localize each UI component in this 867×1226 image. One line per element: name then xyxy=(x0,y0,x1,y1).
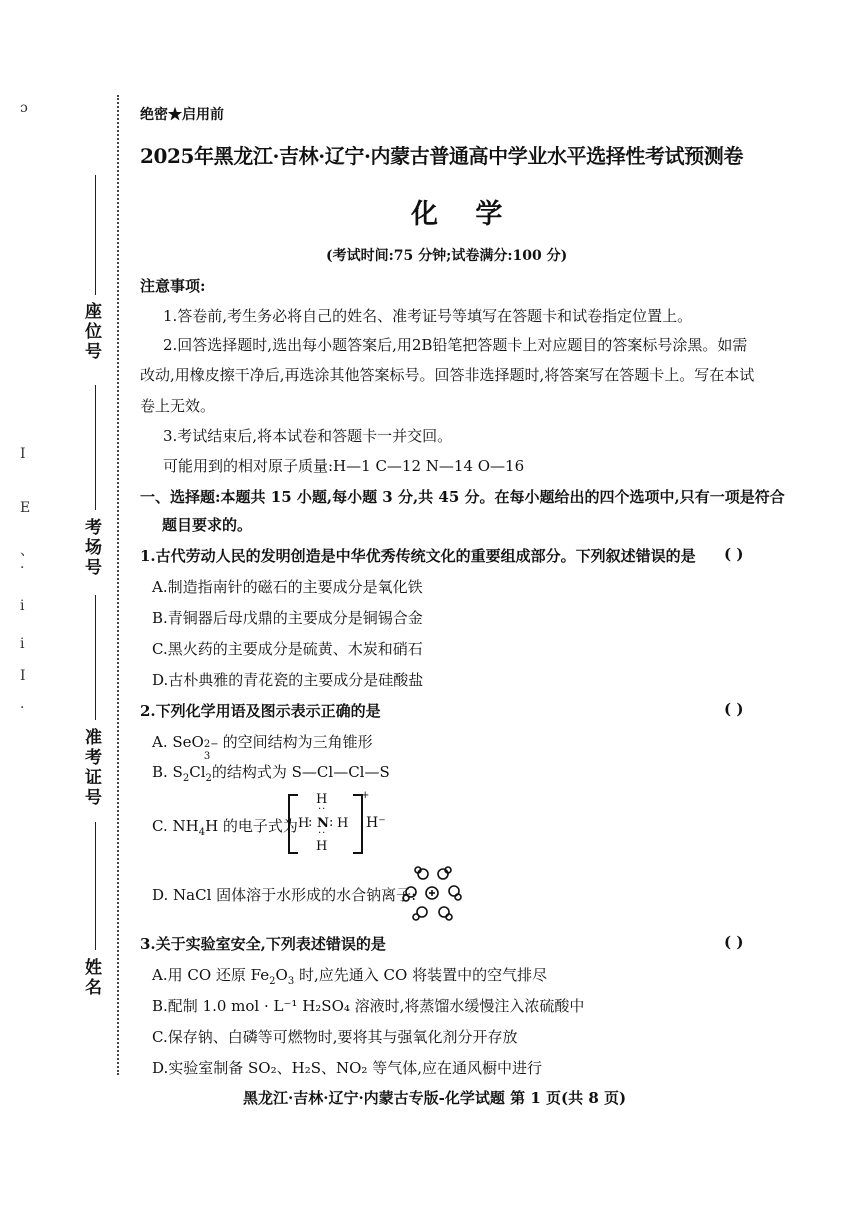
option-a-superscript: 2− xyxy=(203,739,219,750)
margin-fragment: E xyxy=(20,500,31,516)
option-b: B.青铜器后母戊鼎的主要成分是铜锡合金 xyxy=(152,609,423,627)
electron-pair-top: ·· xyxy=(318,804,327,815)
question-1-stem: 1.古代劳动人民的发明创造是中华优秀传统文化的重要组成部分。下列叙述错误的是 xyxy=(140,547,696,565)
section-heading: 一、选择题:本题共 15 小题,每小题 3 分,共 45 分。在每小题给出的四个选项中,只有一项是符合 xyxy=(140,488,785,506)
electron-formula-h-bottom: H xyxy=(316,839,328,854)
right-bracket xyxy=(353,794,363,854)
margin-fragment: I xyxy=(20,668,26,684)
option-a-text: 时,应先通入 CO 将装置中的空气排尽 xyxy=(294,966,548,984)
electron-formula-h-left: H xyxy=(298,816,310,831)
seat-field-label: 座位号 xyxy=(81,302,101,362)
option-b-text: 的结构式为 S—Cl—Cl—S xyxy=(211,763,390,781)
option-d: D.古朴典雅的青花瓷的主要成分是硅酸盐 xyxy=(152,671,424,689)
option-a-text: O xyxy=(275,966,288,984)
option-c xyxy=(152,815,298,838)
option-d: D.实验室制备 SO₂、H₂S、NO₂ 等气体,应在通风橱中进行 xyxy=(152,1059,542,1077)
secret-mark: 绝密★启用前 xyxy=(140,107,224,123)
margin-fragment: · xyxy=(20,700,25,716)
notice-heading: 注意事项: xyxy=(140,277,206,295)
option-b-text: B. S xyxy=(152,763,183,781)
margin-fragment: I xyxy=(20,446,26,462)
hydride-anion: H⁻ xyxy=(366,815,386,831)
option-a-subscript: 3 xyxy=(203,751,211,762)
question-2-stem: 2.下列化学用语及图示表示正确的是 xyxy=(140,702,381,720)
option-a xyxy=(152,731,373,762)
margin-fragment: i xyxy=(20,636,25,652)
electron-formula-h-top: H xyxy=(316,792,328,807)
ticket-field-label: 准考证号 xyxy=(81,728,101,808)
notice-item: 改动,用橡皮擦干净后,再选涂其他答案标号。回答非选择题时,将答案写在答题卡上。写在本试 xyxy=(140,366,755,384)
hydrated-sodium-ion-diagram xyxy=(402,864,462,922)
name-field-label: 姓名 xyxy=(81,958,101,998)
answer-paren: ( ) xyxy=(724,700,744,718)
binding-dotted-line xyxy=(117,95,119,1075)
margin-fragment: 、 xyxy=(20,543,34,559)
ticket-underline xyxy=(95,595,96,720)
option-b-subscript: 2 xyxy=(205,773,212,784)
page-footer: 黑龙江·吉林·辽宁·内蒙古专版-化学试题 第 1 页(共 8 页) xyxy=(243,1089,627,1107)
option-a-text: 的空间结构为三角锥形 xyxy=(217,733,373,751)
option-a-text: A. SeO xyxy=(152,733,204,751)
option-a xyxy=(152,964,547,987)
electron-pair-bottom: ·· xyxy=(318,828,327,839)
option-a-subscript: 3 xyxy=(287,976,295,987)
exam-time-info: (考试时间:75 分钟;试卷满分:100 分) xyxy=(326,248,568,264)
notice-item: 卷上无效。 xyxy=(140,397,216,415)
margin-fragment: i xyxy=(20,598,25,614)
notice-item: 3.考试结束后,将本试卷和答题卡一并交回。 xyxy=(163,427,453,445)
notice-item: 2.回答选择题时,选出每小题答案后,用2B铅笔把答题卡上对应题目的答案标号涂黑。如需 xyxy=(163,336,748,354)
option-c-subscript: 4 xyxy=(198,827,206,838)
option-b xyxy=(152,761,390,784)
exam-room-underline xyxy=(95,385,96,510)
margin-fragment: ɔ xyxy=(20,100,28,116)
option-b-subscript: 2 xyxy=(182,773,190,784)
option-a-subscript: 2 xyxy=(269,976,276,987)
option-c-text: H 的电子式为 xyxy=(205,817,298,835)
subject-title: 化 学 xyxy=(411,199,517,230)
cation-charge: + xyxy=(361,790,370,801)
electron-pair-right: : xyxy=(329,815,334,830)
exam-room-field-label: 考场号 xyxy=(81,518,101,578)
answer-paren: ( ) xyxy=(724,933,744,951)
electron-formula-h-right: H xyxy=(337,816,349,831)
option-c: C.保存钠、白磷等可燃物时,要将其与强氧化剂分开存放 xyxy=(152,1028,518,1046)
option-c: C.黑火药的主要成分是硫黄、木炭和硝石 xyxy=(152,640,423,658)
option-c-text: C. NH xyxy=(152,817,199,835)
answer-paren: ( ) xyxy=(724,545,744,563)
electron-formula-n: N xyxy=(317,816,329,831)
name-underline xyxy=(95,822,96,950)
option-a-text: A.用 CO 还原 Fe xyxy=(152,966,270,984)
notice-item: 1.答卷前,考生务必将自己的姓名、准考证号等填写在答题卡和试卷指定位置上。 xyxy=(163,307,693,325)
left-bracket xyxy=(288,794,298,854)
atomic-mass-note: 可能用到的相对原子质量:H—1 C—12 N—14 O—16 xyxy=(163,457,525,475)
seat-underline xyxy=(95,175,96,295)
option-a: A.制造指南针的磁石的主要成分是氧化铁 xyxy=(152,578,423,596)
section-heading-cont: 题目要求的。 xyxy=(162,516,253,534)
option-b-text: Cl xyxy=(189,763,206,781)
question-3-stem: 3.关于实验室安全,下列表述错误的是 xyxy=(140,935,386,953)
margin-fragment: · xyxy=(20,560,25,576)
exam-title: 2025年黑龙江·吉林·辽宁·内蒙古普通高中学业水平选择性考试预测卷 xyxy=(140,144,743,168)
option-d: D. NaCl 固体溶于水形成的水合钠离子: xyxy=(152,886,417,904)
option-b: B.配制 1.0 mol · L⁻¹ H₂SO₄ 溶液时,将蒸馏水缓慢注入浓硫酸中 xyxy=(152,997,585,1015)
electron-pair-left: : xyxy=(308,815,313,830)
